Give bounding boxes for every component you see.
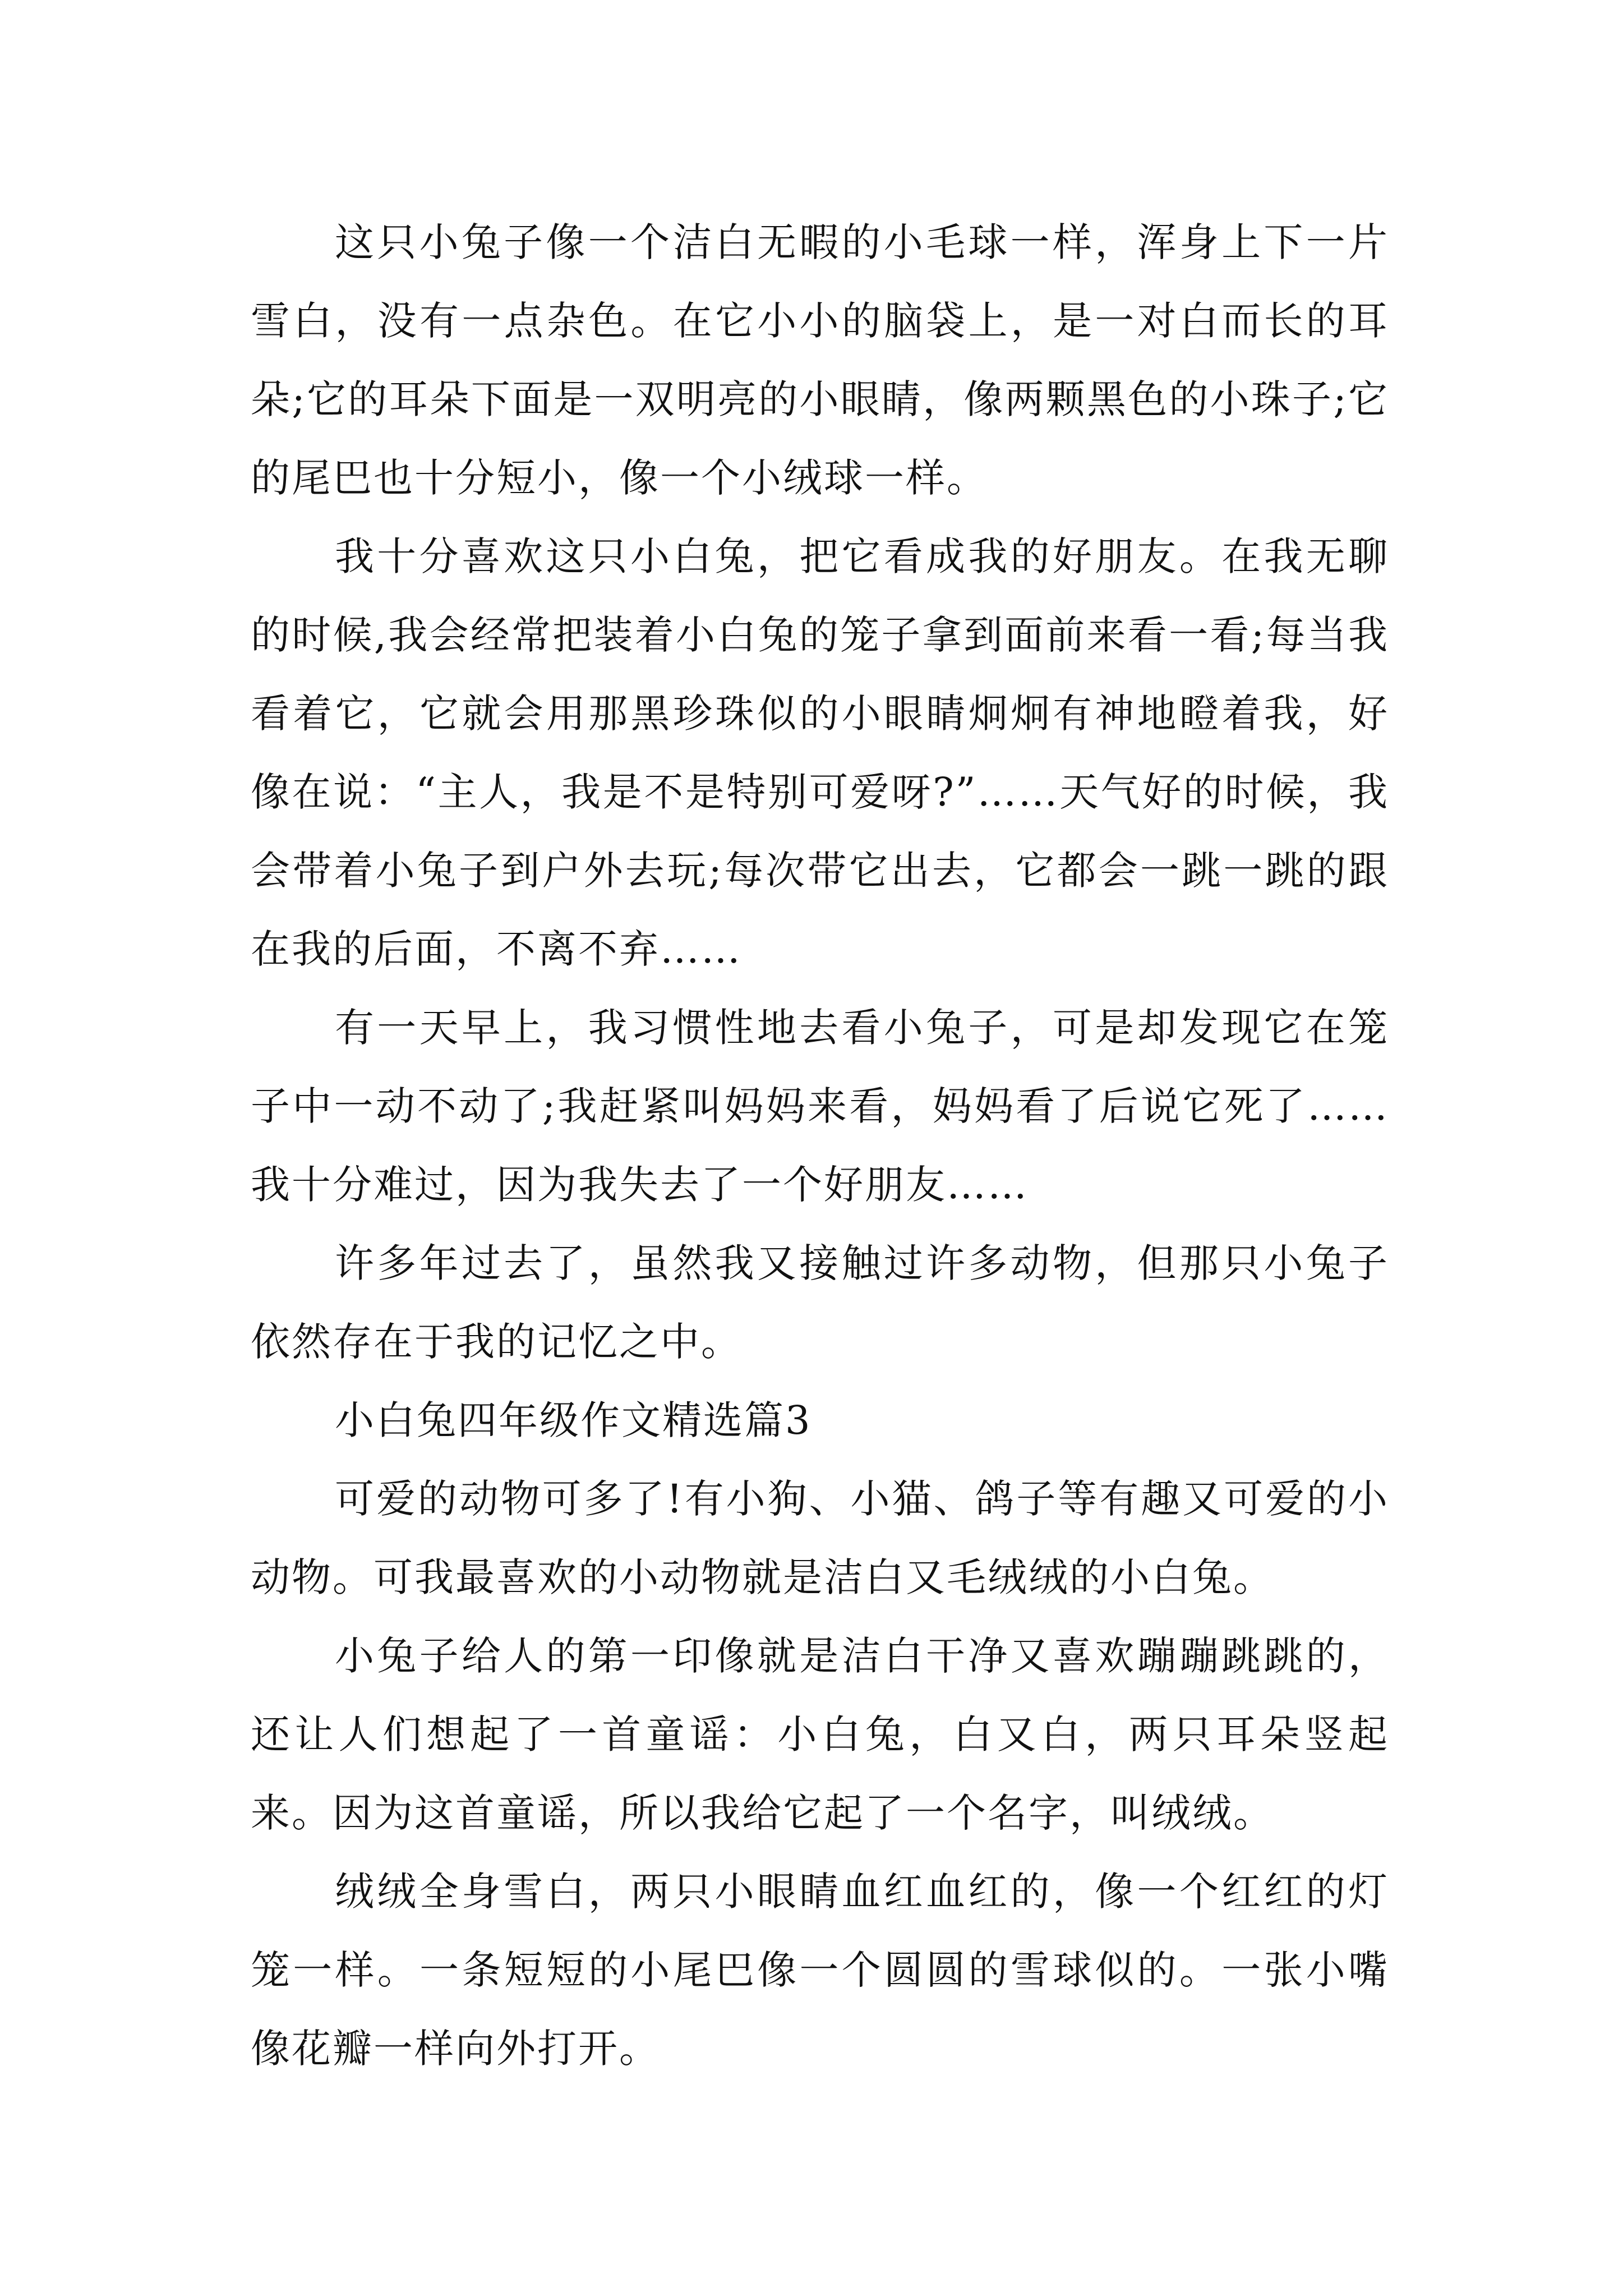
- paragraph-rabbit-friend: 我十分喜欢这只小白兔，把它看成我的好朋友。在我无聊的时候,我会经常把装着小白兔的笼子拿到面前来看一看;每当我看着它，它就会用那黑珍珠似的小眼睛炯炯有神地瞪着我，好像在说：“主人，我是不是特别可爱呀?”……天气好的时候，我会带着小兔子到户外去玩;每次带它出去，它都会一跳一跳的跟在我的后面，不离不弃……: [251, 533, 1389, 972]
- paragraph-rabbit-appearance: 这只小兔子像一个洁白无暇的小毛球一样，浑身上下一片雪白，没有一点杂色。在它小小的脑袋上，是一对白而长的耳朵;它的耳朵下面是一双明亮的小眼睛，像两颗黑色的小珠子;它的尾巴也十分短小，像一个小绒球一样。: [251, 219, 1389, 501]
- paragraph-rabbit-death: 有一天早上，我习惯性地去看小兔子，可是却发现它在笼子中一动不动了;我赶紧叫妈妈来看，妈妈看了后说它死了……我十分难过，因为我失去了一个好朋友……: [251, 1005, 1389, 1208]
- section-heading: 小白兔四年级作文精选篇3: [335, 1397, 812, 1443]
- paragraph-first-impression: 小兔子给人的第一印像就是洁白干净又喜欢蹦蹦跳跳的，还让人们想起了一首童谣：小白兔，白又白，两只耳朵竖起来。因为这首童谣，所以我给它起了一个名字，叫绒绒。: [251, 1633, 1389, 1836]
- paragraph-rabbit-memory: 许多年过去了，虽然我又接触过许多动物，但那只小兔子依然存在于我的记忆之中。: [251, 1240, 1389, 1365]
- document-body: [251, 203, 1389, 2088]
- paragraph-rongrong-description: 绒绒全身雪白，两只小眼睛血红血红的，像一个红红的灯笼一样。一条短短的小尾巴像一个圆圆的雪球似的。一张小嘴像花瓣一样向外打开。: [251, 1869, 1389, 2072]
- paragraph-favorite-animal: 可爱的动物可多了!有小狗、小猫、鸽子等有趣又可爱的小动物。可我最喜欢的小动物就是洁白又毛绒绒的小白兔。: [251, 1476, 1389, 1600]
